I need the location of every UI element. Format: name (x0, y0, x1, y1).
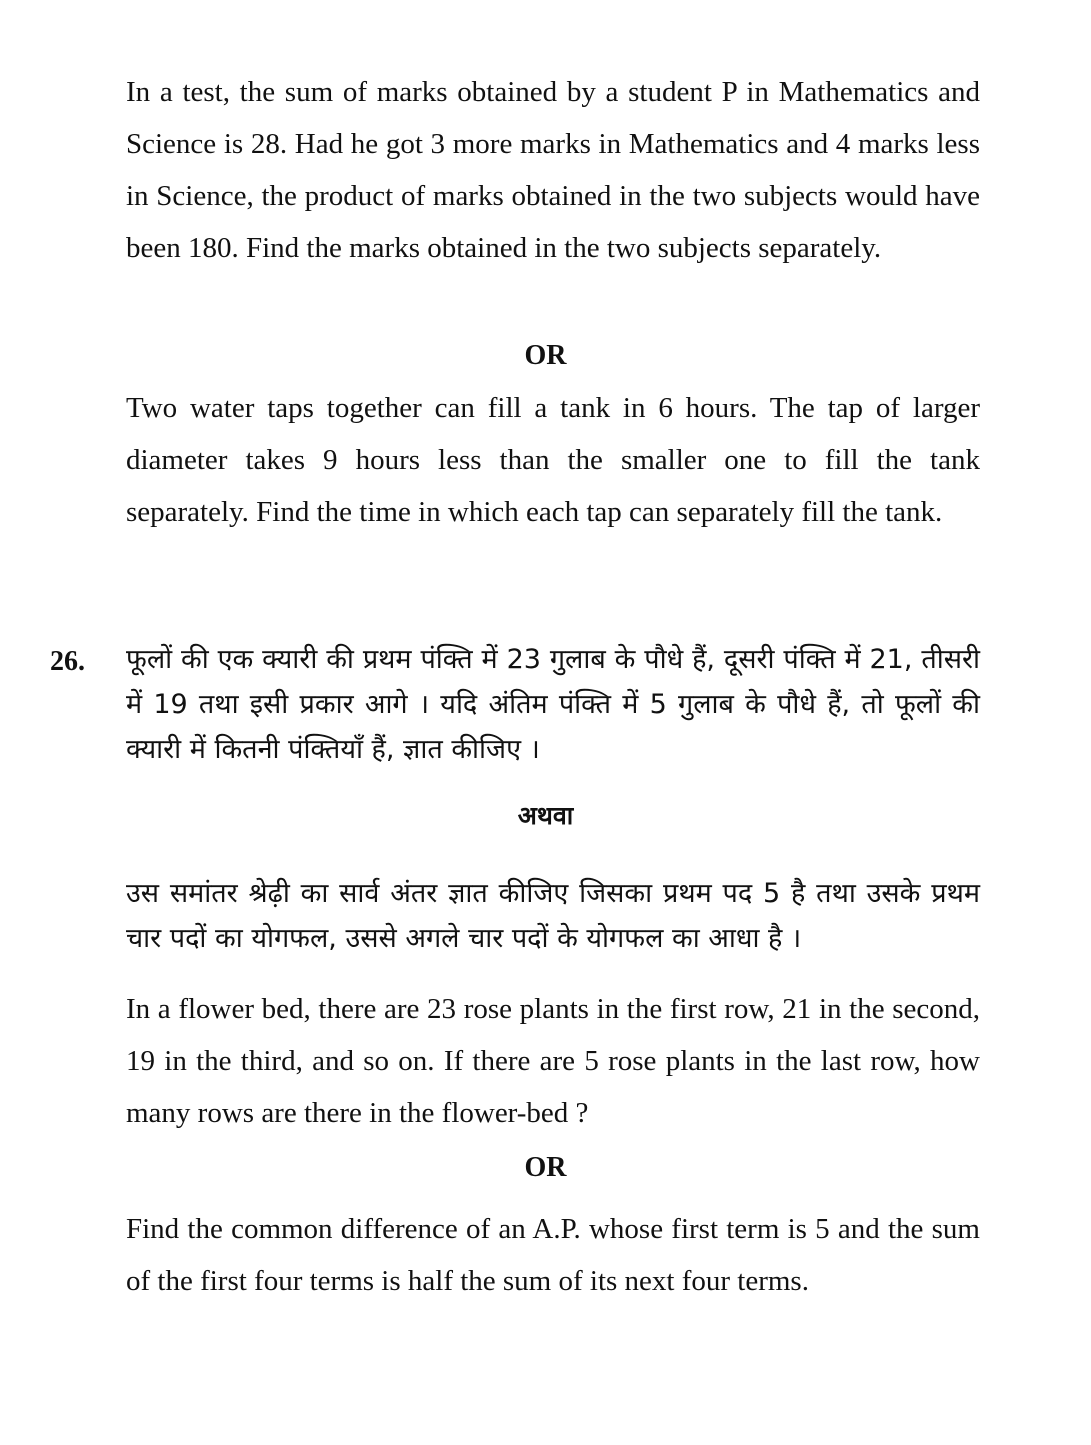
question-25-alternative-text: Two water taps together can fill a tank in 6 hours. The tap of larger diameter takes 9 hours less than the smaller one to fill the tank separately. Find the time in which each tap can separately fill the tank. (126, 392, 980, 528)
question-26-text: In a flower bed, there are 23 rose plants in the first row, 21 in the second, 19 in the third, and so on. If there are 5 rose plants in the last row, how many rows are there in the flower-bed ? (126, 993, 980, 1129)
question-26-hindi-text: फूलों की एक क्यारी की प्रथम पंक्ति में 23 गुलाब के पौधे हैं, दूसरी पंक्ति में 21, तीसरी में 19 तथा इसी प्रकार आगे । यदि अंतिम पंक्ति में 5 गुलाब के पौधे हैं, तो फूलों की क्यारी में कितनी पंक्तियाँ हैं, ज्ञात कीजिए । (126, 644, 980, 765)
question-26-alternative-text: Find the common difference of an A.P. whose first term is 5 and the sum of the first four terms is half the sum of its next four terms. (126, 1213, 980, 1297)
or-divider: OR (524, 340, 567, 371)
question-26-hindi-alternative-text: उस समांतर श्रेढ़ी का सार्व अंतर ज्ञात कीजिए जिसका प्रथम पद 5 है तथा उसके प्रथम चार पदों का योगफल, उससे अगले चार पदों के योगफल का आधा है । (126, 878, 980, 954)
hindi-or-divider: अथवा (517, 801, 574, 830)
question-26-number: 26. (50, 646, 85, 677)
question-25-text: In a test, the sum of marks obtained by a student P in Mathematics and Science is 28. Had he got 3 more marks in Mathematics and 4 marks less in Science, the product of marks obtained in the two subjects would have been 180. Find the marks obtained in the two subjects separately. (126, 76, 980, 264)
or-divider-2: OR (524, 1152, 567, 1183)
